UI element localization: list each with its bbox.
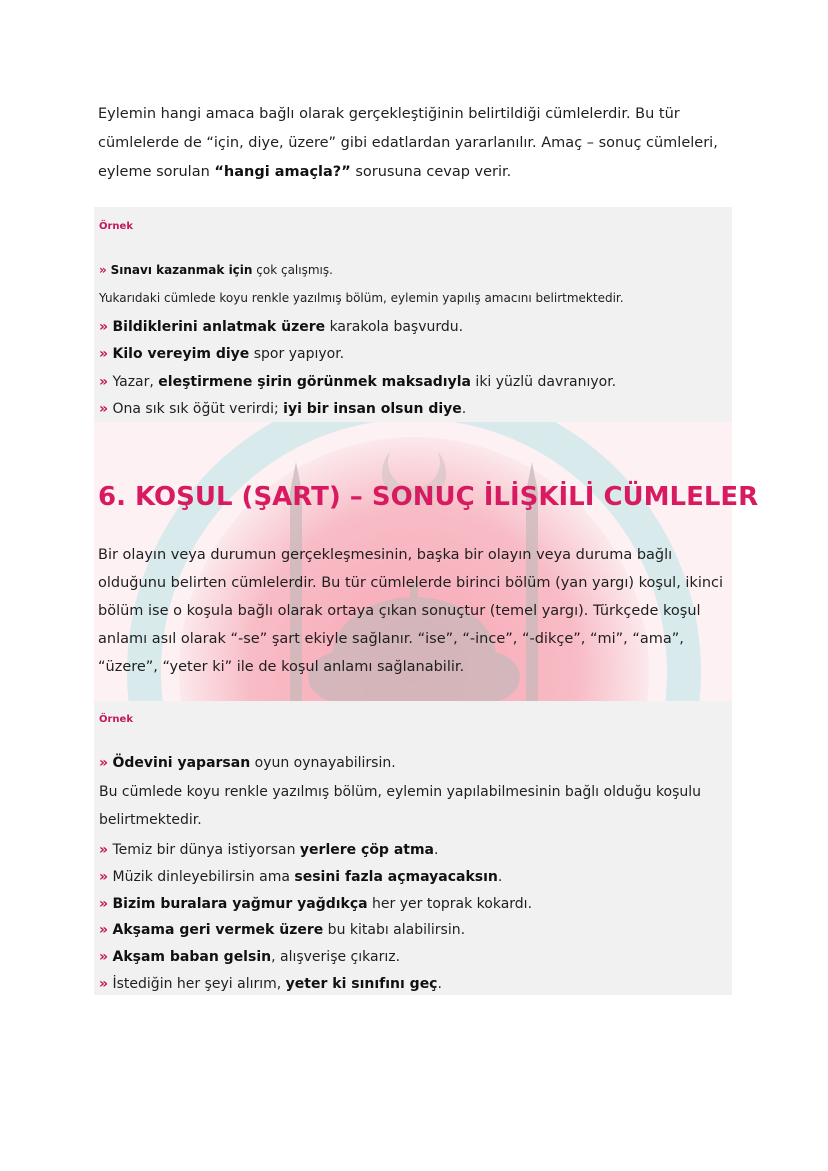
marker-icon: » [99,949,109,965]
marker-icon: » [99,755,109,771]
example-label: Örnek [99,714,133,725]
marker-icon: » [99,263,107,277]
example-note: Bu cümlede koyu renkle yazılmış bölüm, eylemin yapılabilmesinin bağlı olduğu koşulu belirtmektedir. [99,784,702,828]
marker-icon: » [99,896,109,912]
example-line: » Akşam baban gelsin, alışverişe çıkarız. [99,949,401,965]
section-paragraph: Bir olayın veya durumun gerçekleşmesinin, başka bir olayın veya duruma bağlı olduğunu belirten cümlelerdir. Bu tür cümlelerde birinci bölüm (yan yargı) koşul, ikinci bölüm ise o koşula bağlı olarak ortaya çıkan sonuçtur (temel yargı). Türkçede koşul anlamı asıl olarak “-se” şart ekiyle sağlanır. “ise”, “-ince”, “-dikçe”, “mi”, “ama”, “üzere”, “yeter ki” ile de koşul anlamı sağlanabilir. [98,547,724,675]
intro-bold: “hangi amaçla?” [214,164,351,180]
intro-text: Eylemin hangi amaca bağlı olarak gerçekleştiğinin belirtildiği cümlelerdir. Bu tür cümlelerde de “için, diye, üzere” gibi edatlardan yararlanılır. Amaç – sonuç cümleleri, eyleme sorulan [98,106,718,180]
marker-icon: » [99,319,109,335]
example-line: » Sınavı kazanmak için çok çalışmış. [99,263,333,277]
example-line: » Bildiklerini anlatmak üzere karakola başvurdu. [99,319,464,335]
example-line: » Müzik dinleyebilirsin ama sesini fazla açmayacaksın. [99,869,503,885]
example-note: Yukarıdaki cümlede koyu renkle yazılmış bölüm, eylemin yapılış amacını belirtmektedir. [99,291,624,305]
intro-text-end: sorusuna cevap verir. [350,164,512,180]
example-label: Örnek [99,221,133,232]
marker-icon: » [99,346,109,362]
marker-icon: » [99,922,109,938]
marker-icon: » [99,842,109,858]
marker-icon: » [99,374,109,390]
example-line: » Temiz bir dünya istiyorsan yerlere çöp atma. [99,842,439,858]
example-line: » İstediğin her şeyi alırım, yeter ki sınıfını geç. [99,976,442,992]
example-line: » Ona sık sık öğüt verirdi; iyi bir insan olsun diye. [99,401,467,417]
example-line: » Bizim buralara yağmur yağdıkça her yer toprak kokardı. [99,896,533,912]
example-line: » Yazar, eleştirmene şirin görünmek maksadıyla iki yüzlü davranıyor. [99,374,617,390]
intro-paragraph [98,100,738,187]
marker-icon: » [99,401,109,417]
example-line: » Akşama geri vermek üzere bu kitabı alabilirsin. [99,922,466,938]
example-box-1 [94,207,732,423]
example-line: » Ödevini yaparsan oyun oynayabilirsin. [99,755,396,771]
section-heading: 6. KOŞUL (ŞART) – SONUÇ İLİŞKİLİ CÜMLELER [98,482,759,512]
marker-icon: » [99,976,109,992]
marker-icon: » [99,869,109,885]
example-line: » Kilo vereyim diye spor yapıyor. [99,346,345,362]
